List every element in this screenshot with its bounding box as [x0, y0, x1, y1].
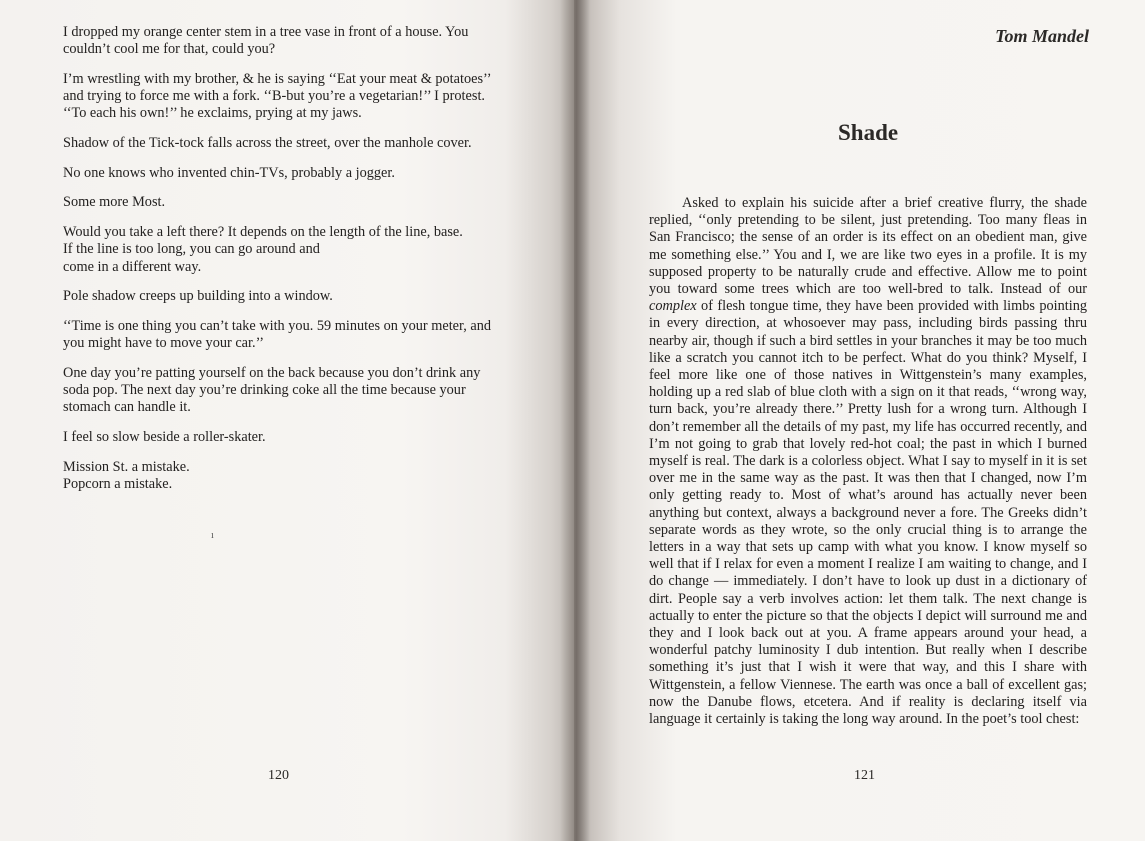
text-line: I’m wrestling with my brother, & he is saying ‘‘Eat your meat & potatoes’’: [63, 70, 492, 87]
text-line: and trying to force me with a fork. ‘‘B-but you’re a vegetarian!’’ I protest.: [63, 88, 485, 105]
text-line: couldn’t cool me for that, could you?: [63, 41, 276, 58]
prose-poem-body: [649, 195, 1087, 728]
paragraph-chin-tvs: [63, 165, 511, 182]
body-text-italic: complex: [649, 298, 697, 315]
page-number-right: 121: [854, 768, 875, 783]
right-page: [574, 0, 1145, 841]
poem-title: Shade: [838, 120, 899, 145]
stray-ink-mark: ı: [211, 530, 214, 541]
paragraph-left-turn: [63, 224, 511, 276]
book-gutter-shadow: [560, 0, 590, 841]
text-line: I dropped my orange center stem in a tree vase in front of a house. You: [63, 24, 469, 40]
text-line: Shadow of the Tick-tock falls across the street, over the manhole cover.: [63, 135, 472, 152]
text-line: stomach can handle it.: [63, 399, 191, 416]
paragraph-mistakes: [63, 459, 511, 493]
paragraph-orange-stem: [63, 24, 511, 58]
text-line: I feel so slow beside a roller-skater.: [63, 428, 266, 445]
text-line: Would you take a left there? It depends on the length of the line, base.: [63, 224, 463, 241]
text-line: One day you’re patting yourself on the back because you don’t drink any: [63, 364, 481, 381]
text-line: Mission St. a mistake.: [63, 458, 190, 475]
text-line: soda pop. The next day you’re drinking coke all the time because your: [63, 382, 466, 399]
text-line: If the line is too long, you can go around and: [63, 241, 320, 258]
text-line: Some more Most.: [63, 194, 166, 211]
page-number-left: 120: [268, 768, 289, 783]
paragraph-tick-tock: [63, 135, 511, 152]
text-line: Popcorn a mistake.: [63, 475, 173, 492]
body-text: of flesh tongue time, they have been provided with limbs pointing in every direction, at whosoever may pass, including birds passing thru nearby air, though if such a bird settles in your branches it may be too much like a scratch you cannot itch to be perfect. What do you think? Myself, I feel more like one of those natives in Wittgenstein’s many examples, holding up a red slab of blue cloth with a sign on it that reads, ‘‘wrong way, turn back, you’re already there.’’ Pretty lush for a wrong turn. Although I don’t remember all the details of my past, my life has occurred recently, and I’m not going to grab that lovely red-hot coal; the past in which I burned myself is real. The dark is a colorless object. What I say to myself in it is set over me in the same way as the past. It was then that I changed, now I’m only getting ready to. Most of what’s around has actually never been anything but context, always a background never a fore. The Greeks didn’t separate words as they wrote, so the only crucial thing is to arrange the letters in a way that sets up camp with what you know. I know myself so well that if I relax for even a moment I realize I am waiting to change, and I do change — immediately. I don’t have to look up dust in a dictionary of dirt. People say a verb involves action: let them talk. The next change is actually to enter the picture so that the objects I depict will surround me and they and I look back out at you. A frame appears around your head, a wonderful patchy luminosity I dub intention. But really when I describe something it’s just that I wish it were that way, and this I share with Wittgenstein, a fellow Viennese. The earth was once a ball of excellent gas; now the Danube flows, etcetera. And if reality is declaring itself via language it certainly is taking the long way around. In the poet’s tool chest:: [649, 298, 1087, 728]
paragraph-meter: [63, 318, 511, 352]
text-line: No one knows who invented chin-TVs, probably a jogger.: [63, 164, 395, 181]
text-line: come in a different way.: [63, 258, 202, 275]
running-head-author: Tom Mandel: [995, 26, 1089, 46]
paragraph-roller-skater: [63, 429, 511, 446]
text-line: ‘‘To each his own!’’ he exclaims, prying at my jaws.: [63, 105, 362, 122]
text-line: you might have to move your car.’’: [63, 335, 265, 352]
text-line: Pole shadow creeps up building into a window.: [63, 288, 333, 305]
text-line: ‘‘Time is one thing you can’t take with you. 59 minutes on your meter, and: [63, 317, 492, 334]
paragraph-pole-shadow: [63, 288, 511, 305]
left-page-text: [63, 24, 511, 493]
paragraph-some-more-most: [63, 194, 511, 211]
paragraph-wrestling: [63, 71, 511, 123]
paragraph-soda-pop: [63, 365, 511, 417]
body-text: Asked to explain his suicide after a brief creative flurry, the shade replied, ‘‘only pretending to be silent, just pretending. Too many fleas in San Francisco; the sense of an order is its effect on an obedient man, give me something else.’’ You and I, we are like two eyes in a profile. It is my supposed property to be naturally crude and effective. Allow me to point you toward some trees which are too well-bred to talk. Instead of our: [649, 195, 1087, 298]
